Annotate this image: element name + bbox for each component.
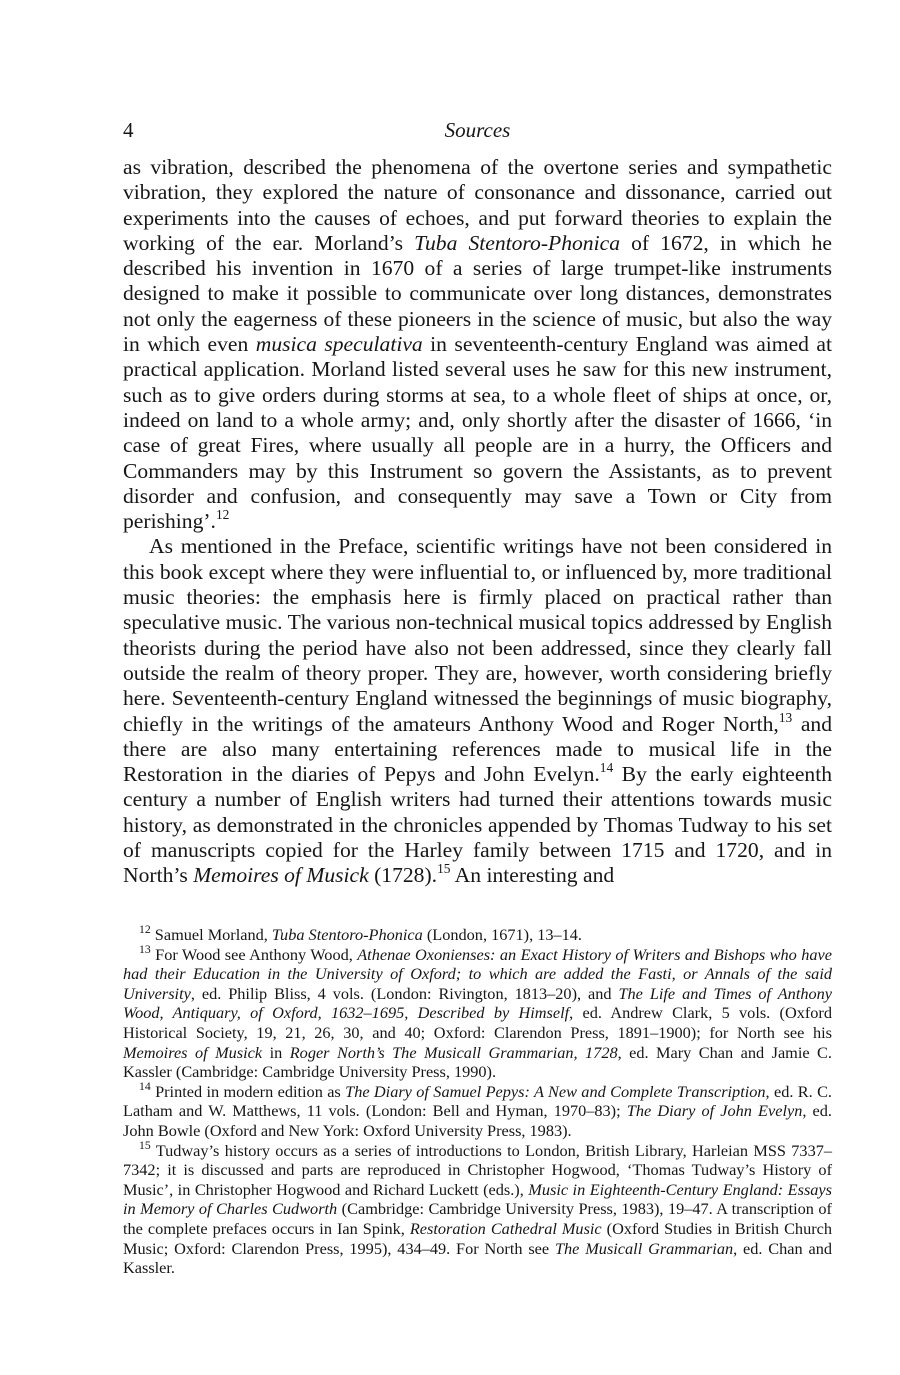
text-run: Samuel Morland, <box>150 925 272 944</box>
text-run: as vibration, described the phenomena of the overtone series and sympathetic vibration, they explored the nature of consonance and dissonance, carried out experiments into the causes of echoes, and put forward theories to explain the working of the ear. Morland’s <box>123 155 832 255</box>
footnote-number: 15 <box>139 1138 151 1152</box>
text-run: Printed in modern edition as <box>150 1081 346 1101</box>
footnote <box>123 1079 832 1141</box>
italic-text: The Diary of John Evelyn <box>626 1101 803 1121</box>
paragraph <box>123 155 832 534</box>
text-run: , ed. Andrew Clark, 5 vols. (Oxford Historical Society, 19, 21, 26, 30, and 40; Oxford: Clarendon Press, 1891–1900); for North see his <box>123 1003 832 1042</box>
italic-text: Memoires of Musick <box>123 1042 263 1062</box>
footnote-reference: 12 <box>215 507 230 523</box>
text-run: , ed. Chan and Kassler. <box>123 1238 833 1278</box>
text-run: By the early eighteenth century a number of English writers had turned their attentions towards music history, as demonstrated in the chronicles appended by Thomas Tudway to his set of manuscripts copied for the Harley family between 1715 and 1720, and in North’s <box>123 762 832 888</box>
text-run: of 1672, in which he described his invention in 1670 of a series of large trumpet-like instruments designed to make it possible to communicate over long distances, demonstrates not only the eagerness of these pioneers in the science of music, but also the way in which even <box>123 230 833 357</box>
text-run: (Cambridge: Cambridge University Press, 1983), 19–47. A transcription of the complete prefaces occurs in Ian Spink, <box>123 1199 832 1238</box>
italic-text: Athenae Oxonienses: an Exact History of Writers and Bishops who have had their Education in the University of Oxford; to which are added the Fasti, or Annals of the said University <box>123 944 832 1003</box>
italic-text: Music in Eighteenth-Century England: Essays in Memory of Charles Cudworth <box>123 1179 832 1219</box>
body-text <box>123 155 832 889</box>
text-run: and there are also many entertaining references made to musical life in the Restoration in the diaries of Pepys and John Evelyn. <box>123 711 833 787</box>
footnote-reference: 13 <box>778 709 793 725</box>
italic-text: Tuba Stentoro-Phonica <box>414 230 620 255</box>
text-run: (London, 1671), 13–14. <box>422 925 582 944</box>
footnote-number: 13 <box>139 942 151 956</box>
text-run: As mentioned in the Preface, scientific writings have not been considered in this book except where they were influential to, or influenced by, more traditional music theories: the emphasis here is firmly placed on practical rather than speculative music. The various non-technical musical topics addressed by English theorists during the period have also not been addressed, since they clearly fall outside the realm of theory proper. They are, however, worth considering briefly here. Seventeenth-century England witnessed the beginnings of music biography, chiefly in the writings of the amateurs Anthony Wood and Roger North, <box>123 534 832 736</box>
page-number: 4 <box>123 118 134 142</box>
text-run: , ed. Mary Chan and Jamie C. Kassler (Cambridge: Cambridge University Press, 1990). <box>123 1042 832 1082</box>
text-run: (1728). <box>368 863 438 888</box>
text-run: in <box>262 1042 290 1062</box>
italic-text: Restoration Cathedral Music <box>409 1218 602 1238</box>
text-run: in seventeenth-century England was aimed at practical application. Morland listed several uses he saw for this new instrument, such as to give orders during storms at sea, to a whole fleet of ships at once, or, indeed on land to a whole army; and, only shortly after the disaster of 1666, ‘in case of great Fires, where usually all people are in a hurry, the Officers and Commanders may by this Instrument so govern the Assistants, as to prevent disorder and confusion, and consequently may save a Town or City from perishing’. <box>123 332 833 534</box>
text-run: , ed. R. C. Latham and W. Matthews, 11 vols. (London: Bell and Hyman, 1970–83); <box>123 1081 832 1121</box>
italic-text: musica speculativa <box>255 332 423 357</box>
paragraph <box>123 534 832 888</box>
text-run: , ed. John Bowle (Oxford and New York: Oxford University Press, 1983). <box>123 1101 832 1140</box>
running-head-title: Sources <box>444 118 511 142</box>
footnote-number: 14 <box>139 1079 151 1093</box>
italic-text: The Life and Times of Anthony Wood, Antiquary, of Oxford, 1632–1695, Described by Himself <box>123 983 832 1023</box>
footnote-number: 12 <box>139 923 151 936</box>
footnote <box>123 925 832 945</box>
text-run: For Wood see Anthony Wood, <box>150 944 358 964</box>
text-run: An interesting and <box>450 863 615 888</box>
italic-text: Tuba Stentoro-Phonica <box>271 925 423 944</box>
italic-text: Memoires of Musick <box>193 863 369 888</box>
footnote <box>123 1138 833 1278</box>
italic-text: Roger North’s The Musicall Grammarian, 1728 <box>289 1042 618 1062</box>
footnote <box>123 942 832 1082</box>
text-run: (Oxford Studies in British Church Music; Oxford: Clarendon Press, 1995), 434–49. For North see <box>123 1218 832 1258</box>
footnote-reference: 15 <box>437 861 451 877</box>
running-head <box>123 116 832 144</box>
text-run: , ed. Philip Bliss, 4 vols. (London: Rivington, 1813–20), and <box>190 983 619 1003</box>
text-run: Tudway’s history occurs as a series of introductions to London, British Library, Harleian MSS 7337–7342; it is discussed and parts are reproduced in Christopher Hogwood, ‘Thomas Tudway’s History of Music’, in Christopher Hogwood and Richard Luckett (eds.), <box>123 1140 832 1199</box>
italic-text: The Musicall Grammarian <box>554 1238 734 1258</box>
italic-text: The Diary of Samuel Pepys: A New and Complete Transcription <box>345 1081 766 1101</box>
footnotes <box>123 925 832 1278</box>
footnote-reference: 14 <box>599 760 614 776</box>
